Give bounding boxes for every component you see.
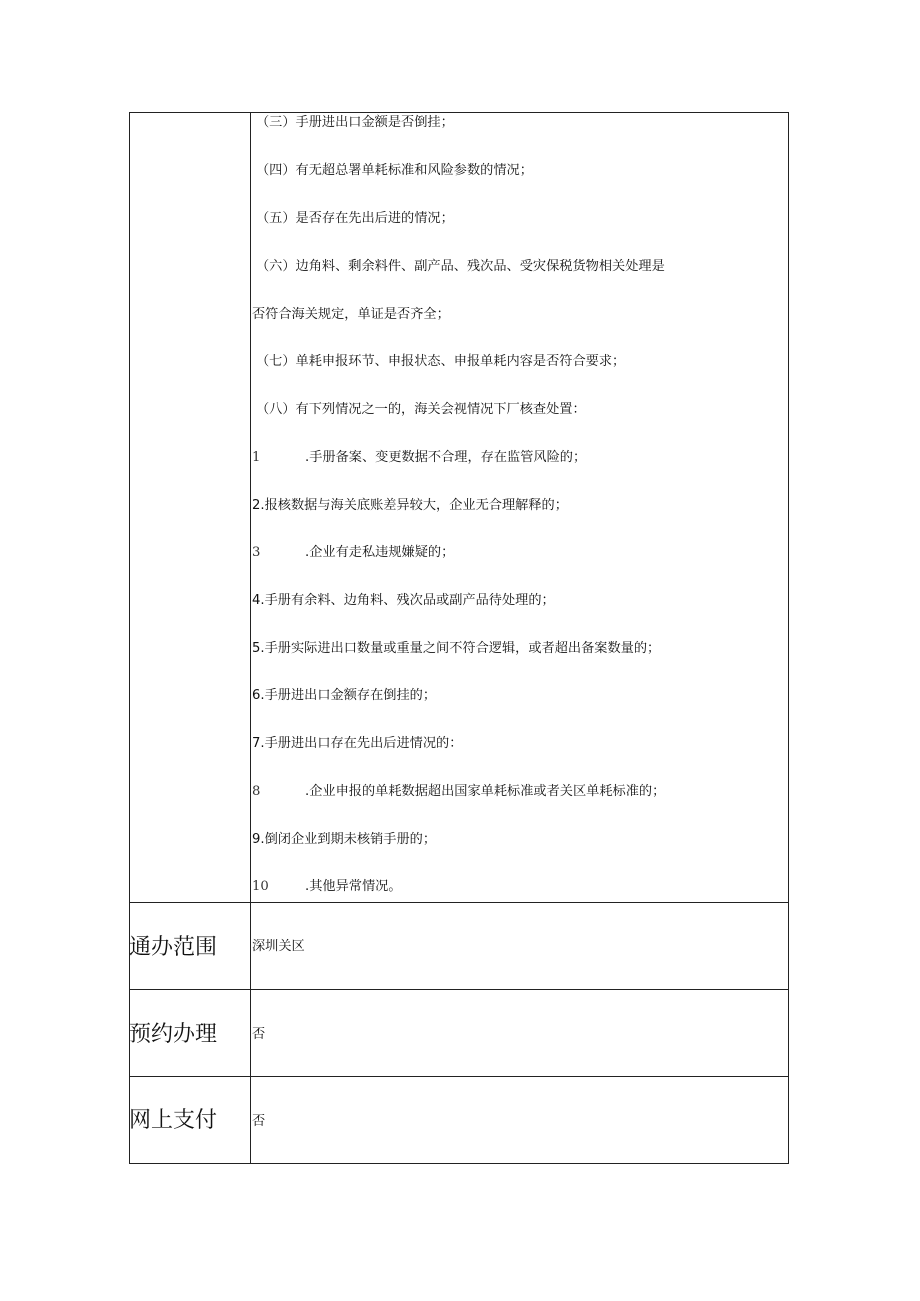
list-item: （五）是否存在先出后进的情况；: [256, 211, 454, 226]
table-value-cell-appointment: [250, 989, 789, 1077]
list-item: （四）有无超总署单耗标准和风险参数的情况；: [256, 163, 533, 178]
list-item: （三）手册进出口金额是否倒挂；: [256, 115, 454, 130]
table-label-cell-empty: [129, 112, 251, 903]
row-value-scope: 深圳关区: [252, 939, 305, 954]
row-label-appointment: 预约办理: [129, 1022, 218, 1047]
numbered-item: 7.手册进出口存在先出后进情况的：: [252, 736, 463, 751]
numbered-item-number: 3: [252, 545, 261, 560]
numbered-item: 2.报核数据与海关底账差异较大，企业无合理解释的；: [252, 498, 568, 513]
list-item: （七）单耗申报环节、申报状态、申报单耗内容是否符合要求；: [256, 354, 626, 369]
numbered-item-text: .其他异常情况。: [305, 879, 402, 894]
numbered-item: 9.倒闭企业到期未核销手册的；: [252, 832, 437, 847]
list-item: （六）边角料、剩余料件、副产品、残次品、受灾保税货物相关处理是: [256, 259, 665, 274]
numbered-item-number: 8: [252, 784, 261, 799]
numbered-item-text: .手册备案、变更数据不合理，存在监管风险的；: [305, 450, 587, 465]
numbered-item-text: .企业有走私违规嫌疑的；: [305, 545, 455, 560]
numbered-item-number: 1: [252, 450, 261, 465]
numbered-item-text: .企业申报的单耗数据超出国家单耗标准或者关区单耗标准的；: [305, 784, 666, 799]
row-value-appointment: 否: [252, 1027, 266, 1042]
table-value-cell-online-payment: [250, 1076, 789, 1164]
list-item: （八）有下列情况之一的，海关会视情况下厂核查处置：: [256, 402, 586, 417]
numbered-item: 6.手册进出口金额存在倒挂的；: [252, 688, 437, 703]
numbered-item-number: 10: [252, 879, 269, 894]
row-value-online-payment: 否: [252, 1114, 266, 1129]
table-value-cell-scope: [250, 902, 789, 990]
numbered-item: 5.手册实际进出口数量或重量之间不符合逻辑，或者超出备案数量的；: [252, 641, 661, 656]
list-item: 否符合海关规定，单证是否齐全；: [252, 307, 450, 322]
row-label-online-payment: 网上支付: [129, 1108, 218, 1133]
numbered-item: 4.手册有余料、边角料、残次品或副产品待处理的；: [252, 593, 555, 608]
info-table: [129, 112, 789, 1164]
row-label-scope: 通办范围: [129, 935, 218, 960]
